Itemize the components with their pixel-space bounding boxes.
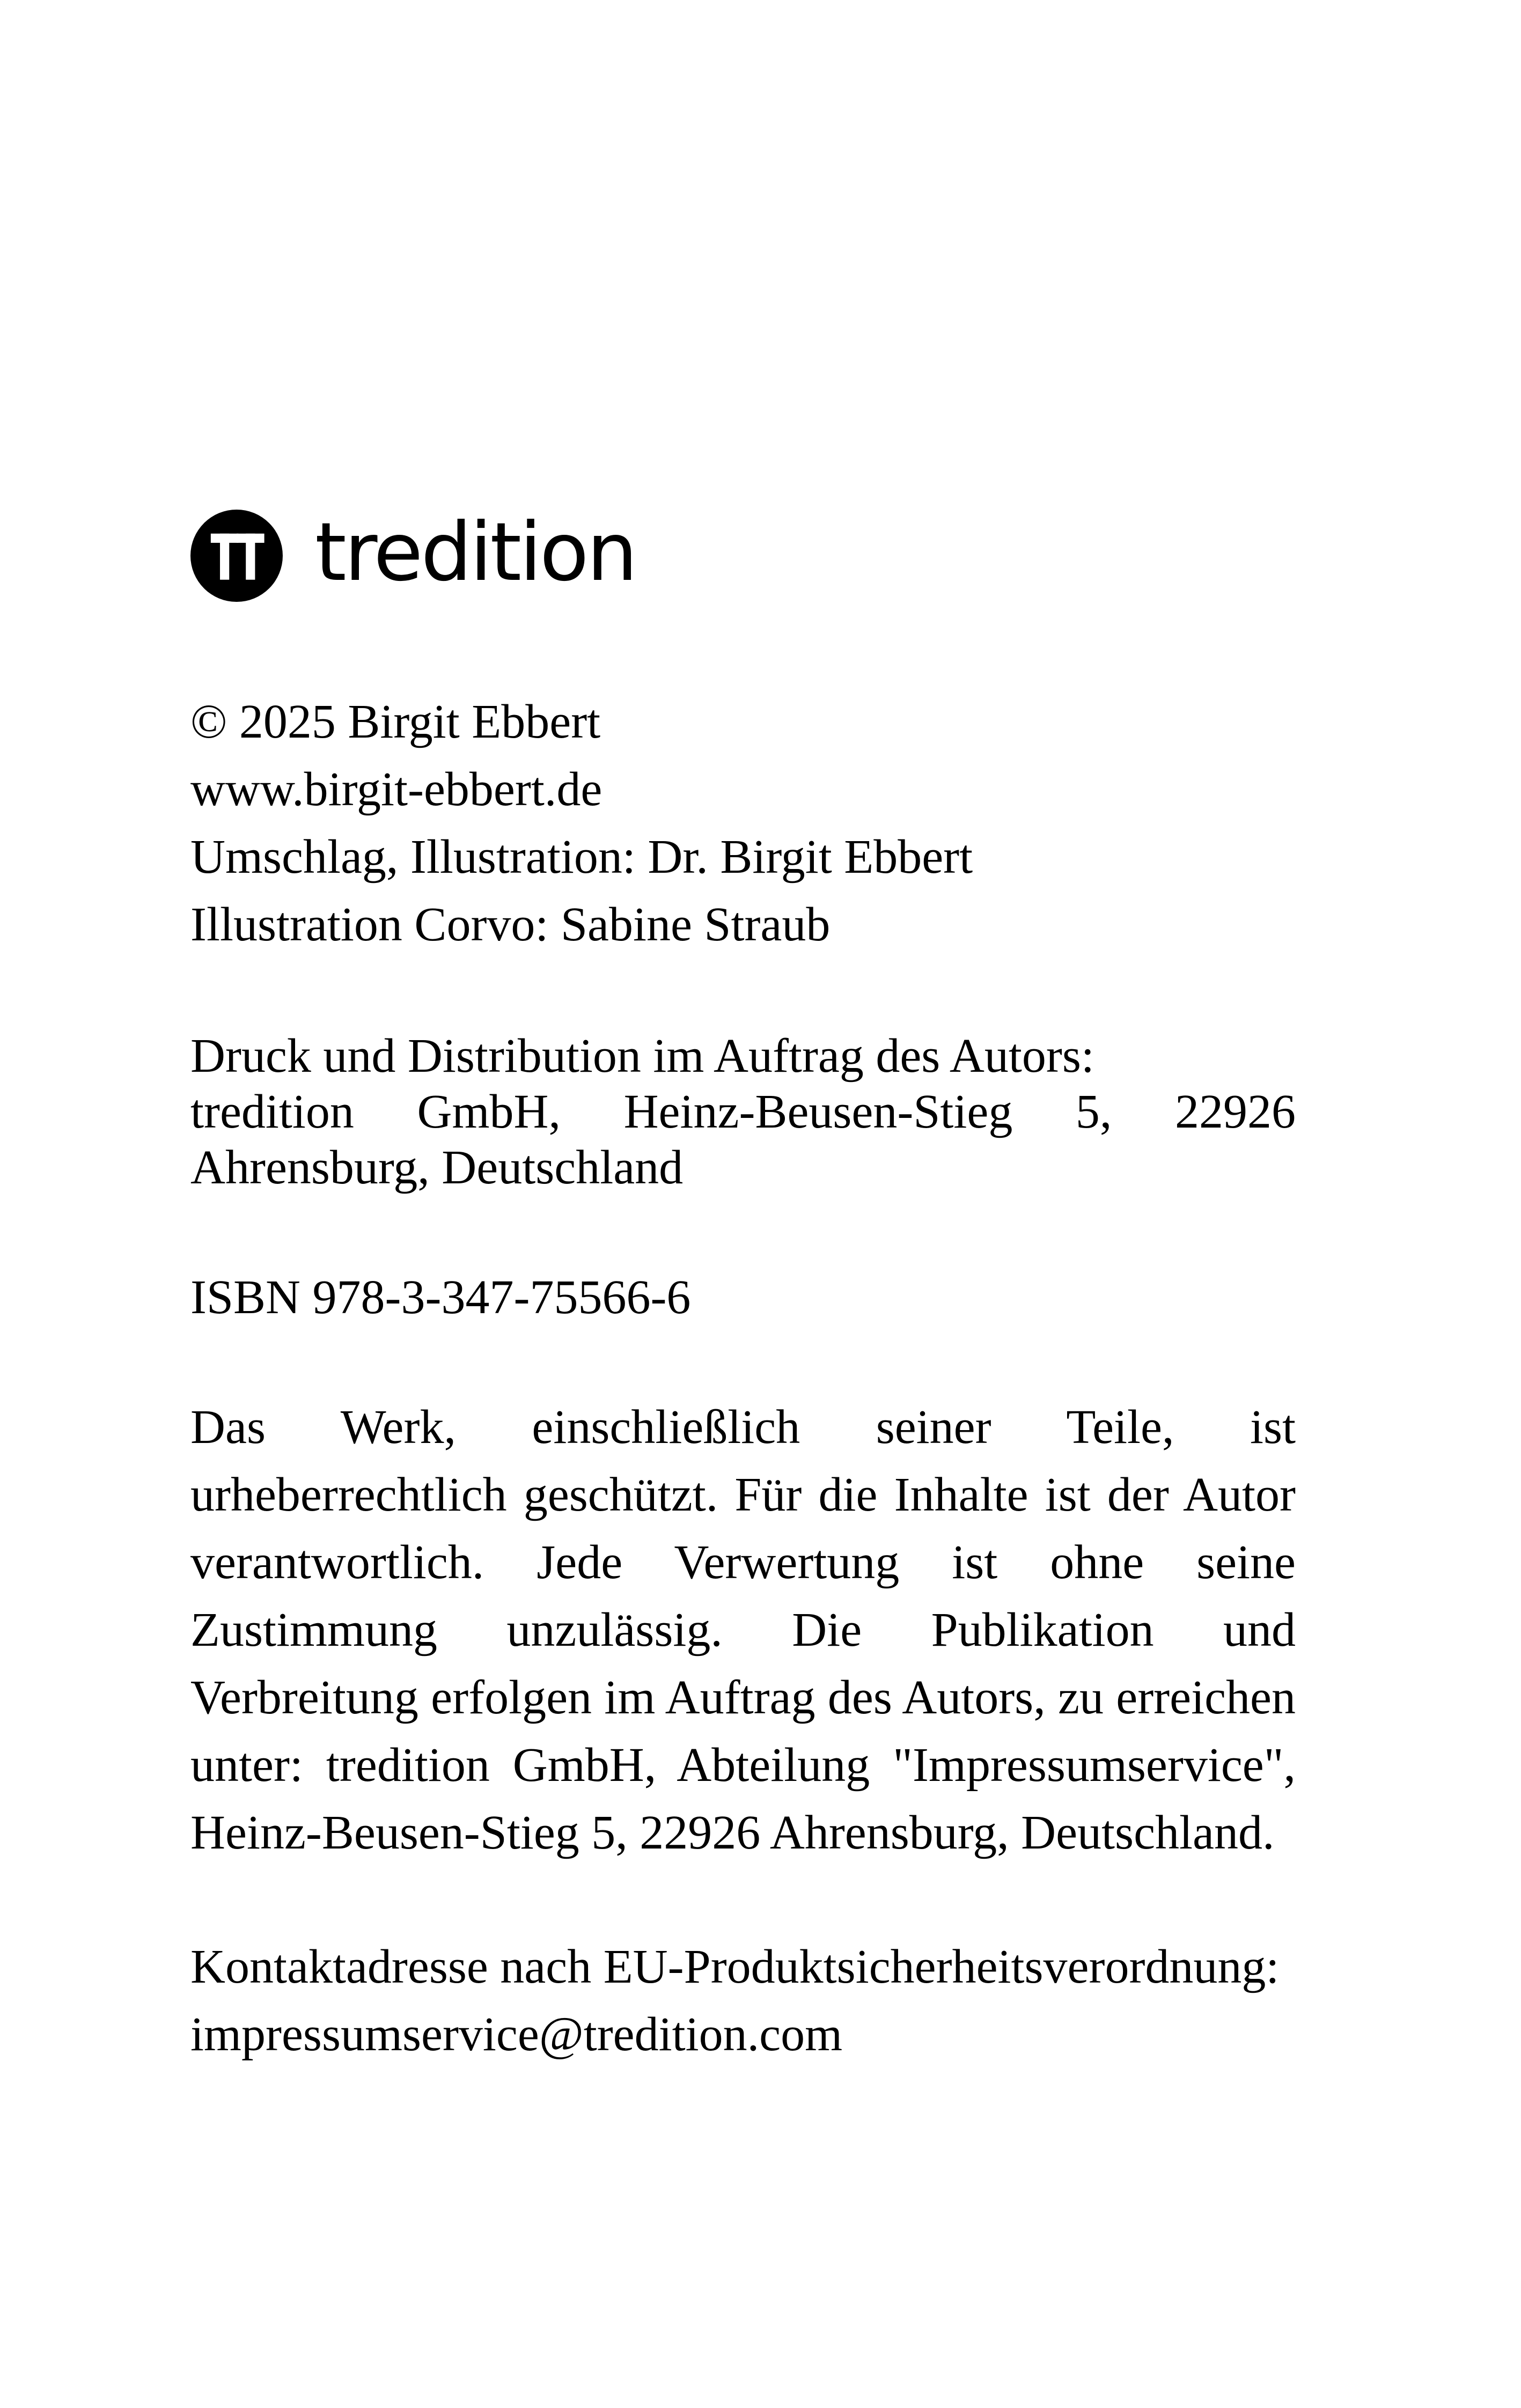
- print-distribution-block: [190, 1028, 1296, 1196]
- cover-credit: Umschlag, Illustration: Dr. Birgit Ebbert: [190, 830, 973, 883]
- isbn-block: [190, 1264, 1296, 1331]
- print-heading: Druck und Distribution im Auftrag des Autors:: [190, 1029, 1094, 1083]
- copyright-line: © 2025 Birgit Ebbert: [190, 695, 601, 748]
- isbn-number: ISBN 978-3-347-75566-6: [190, 1271, 691, 1324]
- illustration-credit: Illustration Corvo: Sabine Straub: [190, 898, 831, 951]
- tredition-logo-icon: [190, 510, 283, 602]
- credits-block: [190, 688, 1296, 959]
- publisher-address: tredition GmbH, Heinz-Beusen-Stieg 5, 22926 Ahrensburg, Deutschland: [190, 1085, 1296, 1194]
- rights-paragraph: Das Werk, einschließlich seiner Teile, ist urheberrechtlich geschützt. Für die Inhalte ist der Autor verantwortlich. Jede Verwertung ist ohne seine Zustimmung unzulässig. Die Publikation und Verbreitung erfolgen im Auftrag des Autors, zu erreichen unter: tredition GmbH, Abteilung "Impressumservice", Heinz-Beusen-Stieg 5, 22926 Ahrensburg, Deutschland.: [190, 1401, 1296, 1859]
- logo-wordmark: tredition: [315, 506, 636, 599]
- contact-label: Kontaktadresse nach EU-Produktsicherheitsverordnung:: [190, 1940, 1280, 1993]
- publisher-logo: [190, 506, 636, 602]
- author-website: www.birgit-ebbert.de: [190, 763, 602, 816]
- contact-email: impressumservice@tredition.com: [190, 2008, 843, 2061]
- contact-block: [190, 1933, 1296, 2068]
